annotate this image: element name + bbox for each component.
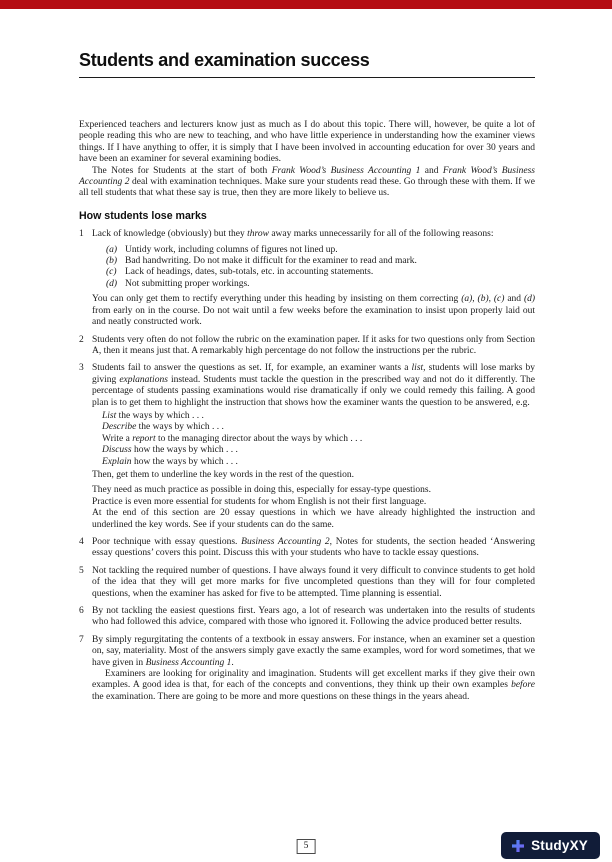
example-line: List the ways by which . . . [102,410,204,421]
item-paragraph: Lack of knowledge (obviously) but they throw away marks unnecessarily for all of the following reasons: [92,229,494,240]
item-paragraph: You can only get them to rectify everything under this heading by insisting on them correcting (a), (b), (c) and (d) from early on in the course. Do not wait until a few weeks before the examination to insist upon properly laid out and neatly constructed work. [92,294,536,328]
item-paragraph: Then, get them to underline the key words in the rest of the question. [92,469,354,480]
list-item-3 [79,363,535,531]
item-number: 1 [79,229,84,240]
page-title: Students and examination success [79,50,370,70]
item-paragraph: Poor technique with essay questions. Business Accounting 2, Notes for students, the section headed ‘Answering essay questions’ covers this point. Discuss this with your students who have to tackle essay questions. [92,537,535,559]
item-number: 2 [79,334,84,345]
brand-name: StudyXY [531,838,588,853]
item-number: 3 [79,363,84,374]
item-number: 5 [79,565,84,576]
list-item-7 [79,635,535,703]
list-item-5 [79,566,535,600]
sub-item-text: Untidy work, including columns of figures not lined up. [125,244,338,255]
page-content [79,120,535,703]
list-item-1 [79,229,535,328]
sub-item-text: Bad handwriting. Do not make it difficult for the examiner to read and mark. [125,256,417,267]
list-item-2 [79,335,535,358]
example-line: Describe the ways by which . . . [102,422,224,433]
example-line: Discuss how the ways by which . . . [102,445,238,456]
top-accent-bar [0,0,612,9]
note-line: Practice is even more essential for students for whom English is not their first language. [92,496,427,507]
sub-list-item [106,245,535,256]
practice-notes [92,485,535,531]
sub-item-text: Not submitting proper workings. [125,278,250,289]
instruction-examples [102,411,535,468]
page-number-value: 5 [303,841,309,851]
example-line: Explain how the ways by which . . . [102,456,238,467]
sub-item-label: (c) [106,267,117,278]
item-paragraph: Examiners are looking for originality and imagination. Students will get excellent marks if they give their own examples. A good idea is that, for each of the concepts and conventions, they think up their own examples before the examination. There are going to be more and more questions on these things in the years ahead. [92,669,535,702]
list-item-4 [79,537,535,560]
note-line: They need as much practice as possible in doing this, especially for essay-type questions. [92,485,432,496]
item-paragraph: By not tackling the easiest questions first. Years ago, a lot of research was undertaken into the results of students who had followed this advice, compared with those who ignored it. Following the advice produced better results. [92,606,535,628]
item-paragraph: Students fail to answer the questions as set. If, for example, an examiner wants a list, students will lose marks by giving explanations instead. Students must tackle the question in the prescribed way and not do it differently. The percentage of students passing examinations would rise dramatically if only we could remedy this failing. A good plan is to get them to highlight the instruction that shows how the examiner wants the question to be answered, e.g. [92,363,536,408]
plus-icon [511,839,525,853]
example-line: Write a report to the managing director about the ways by which . . . [102,433,363,444]
sub-list-item [106,279,535,290]
sub-list-item [106,267,535,278]
page-number [297,839,316,854]
item-paragraph: Students very often do not follow the rubric on the examination paper. If it asks for two questions only from Section A, then it means just that. A remarkably high percentage do not follow the instructions per the rubric. [92,334,535,356]
title-rule [79,77,535,78]
intro-paragraph-1: Experienced teachers and lecturers know just as much as I do about this topic. There will, however, be quite a lot of people reading this who are new to teaching, and who have little experience in understanding how the examiner views things. If I have anything to offer, it is simply that I have been involved in accounting education for over 30 years and have been an examiner for several examining bodies. [79,120,535,165]
sub-list [106,245,535,291]
sub-item-label: (b) [106,256,118,267]
sub-item-label: (a) [106,244,118,255]
section-heading: How students lose marks [79,209,207,222]
sub-list-item [106,256,535,267]
studyxy-logo [501,832,600,859]
note-line: At the end of this section are 20 essay questions in which we have already highlighted the instruction and underlined the key words. See if your students can do the same. [92,508,535,530]
list-item-6 [79,606,535,629]
item-paragraph: By simply regurgitating the contents of a textbook in essay answers. For instance, when an examiner set a question on, say, materiality. Most of the answers simply gave exactly the same examples, word for word sometimes, that we have given in Business Accounting 1. [92,634,535,668]
item-number: 6 [79,606,84,617]
intro-paragraph-2: The Notes for Students at the start of both Frank Wood’s Business Accounting 1 and Frank Wood’s Business Accounting 2 deal with examination techniques. Make sure your students read these. Go through these with them. If we all tell students that what these say is true, then they are more likely to believe us. [79,165,536,199]
sub-item-text: Lack of headings, dates, sub-totals, etc. in accounting statements. [125,267,374,278]
item-number: 4 [79,537,84,547]
sub-item-label: (d) [106,278,118,289]
item-paragraph: Not tackling the required number of questions. I have always found it very difficult to convince students to get hold of the idea that they will get more marks for five uncompleted questions than they will for four completed questions, when the examiner has asked for five to be attempted. Time planning is essential. [92,565,535,599]
item-number: 7 [79,634,84,645]
